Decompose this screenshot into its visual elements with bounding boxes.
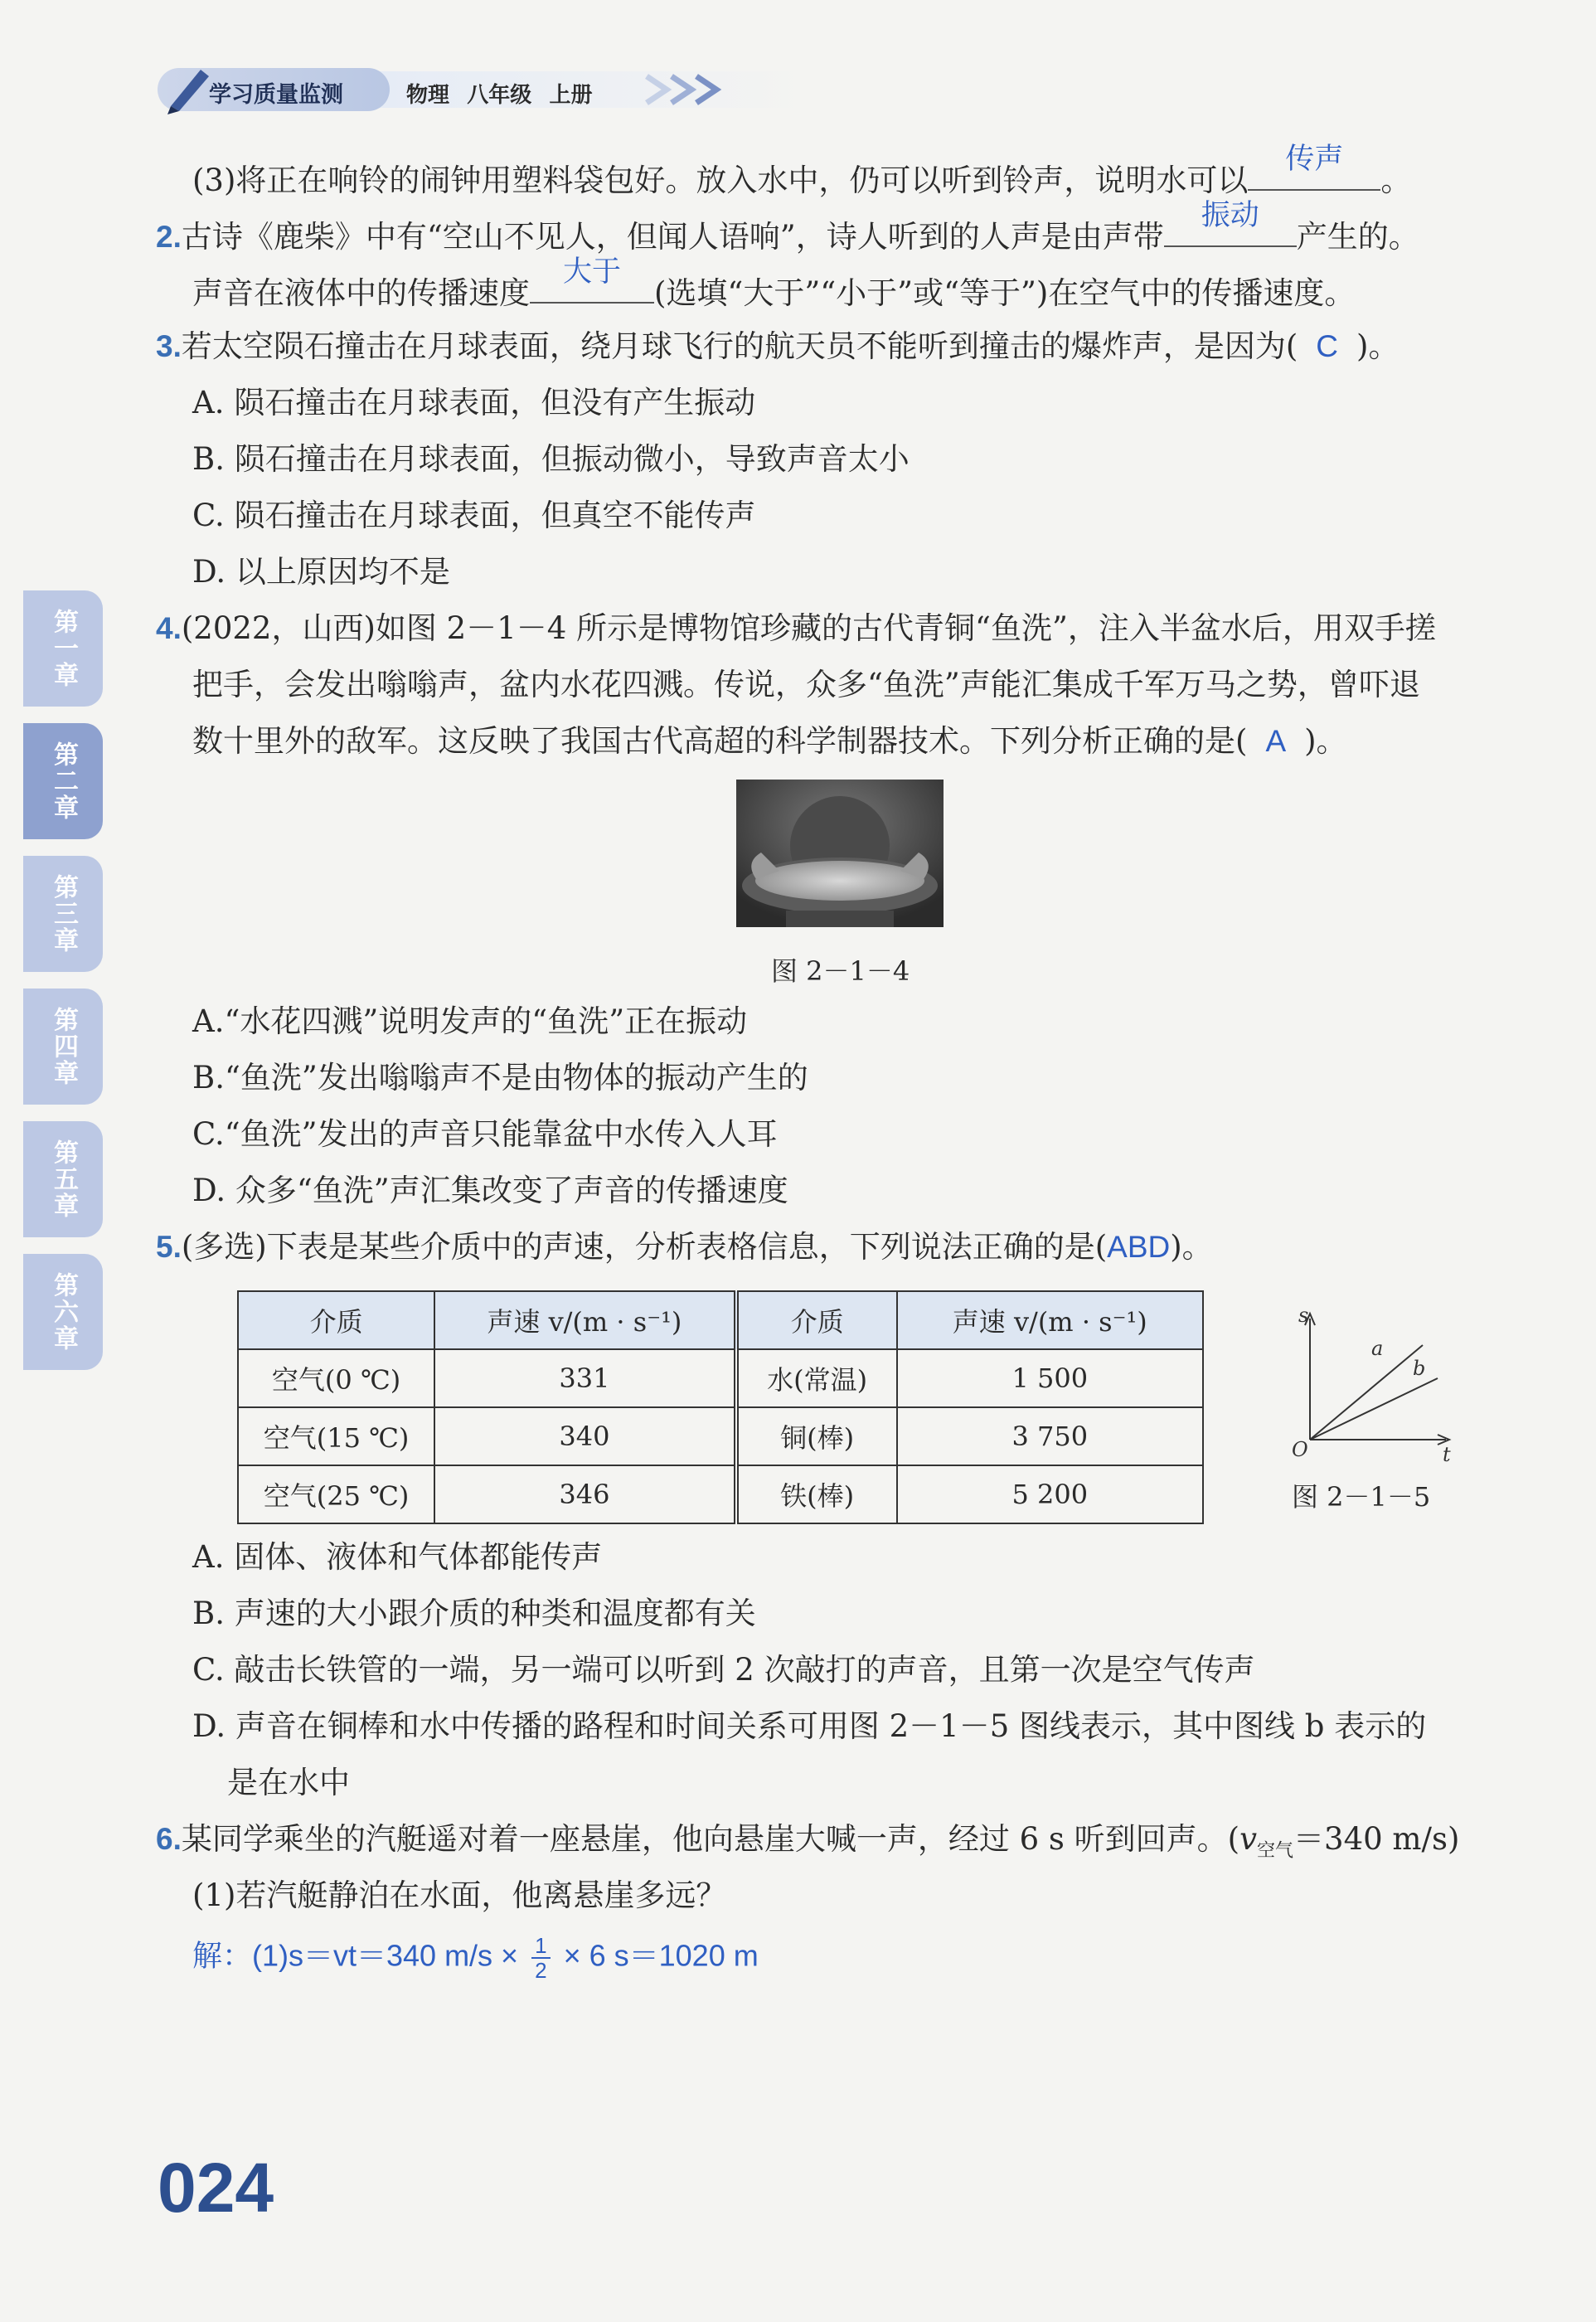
graph-line-a <box>1310 1345 1426 1440</box>
q6-stem: 6.某同学乘坐的汽艇遥对着一座悬崖，他向悬崖大喊一声，经过 6 s 听到回声。($v_{空气}=340$ m/s) <box>156 1821 1460 1862</box>
q2-number: 2. <box>156 220 182 254</box>
q4-answer: A <box>1265 724 1287 758</box>
origin-label: O <box>1292 1438 1308 1461</box>
page-number: 024 <box>158 2149 274 2227</box>
q4-line2: 把手，会发出嗡嗡声，盆内水花四溅。传说，众多“鱼洗”声能汇集成千军万马之势，曾吓退 <box>192 667 1420 702</box>
q2-line2: 声音在液体中的传播速度 大于 (选填“大于”“小于”或“等于”)在空气中的传播速度。 <box>192 269 1355 315</box>
q4-option-c: C.“鱼洗”发出的声音只能靠盆中水传入人耳 <box>192 1116 778 1152</box>
graph-line-b <box>1310 1378 1438 1440</box>
q3-number: 3. <box>156 329 182 363</box>
q3-option-d: D. 以上原因均不是 <box>192 554 450 590</box>
q2-answer2-blank <box>530 255 654 304</box>
table-row <box>238 1349 1203 1407</box>
table-header: 声速 v/(m · s⁻¹) <box>434 1291 736 1349</box>
subject-title: 物理 八年级 上册 <box>406 82 593 107</box>
table-cell: 331 <box>434 1349 736 1407</box>
tab-chapter-2[interactable]: 第二章 <box>23 723 103 839</box>
table-cell: 346 <box>434 1465 736 1523</box>
tab-chapter-4[interactable]: 第四章 <box>23 989 103 1105</box>
line-b-label: b <box>1413 1357 1426 1380</box>
q3-answer: C <box>1316 329 1339 363</box>
table-cell: 5 200 <box>897 1465 1203 1523</box>
q6-solution: 解：(1)s＝vt＝340 m/s × $\frac{1}{2}$ × 6 s＝1020 m <box>192 1933 759 1983</box>
q4-option-a: A.“水花四溅”说明发声的“鱼洗”正在振动 <box>192 1003 748 1039</box>
q4-line3: 数十里外的敌军。这反映了我国古代高超的科学制器技术。下列分析正确的是( A )。 <box>192 723 1347 759</box>
q1-answer: 传声 <box>1285 143 1344 175</box>
q2-answer1: 振动 <box>1201 199 1259 231</box>
table-cell: 空气(25 ℃) <box>238 1465 434 1523</box>
tab-chapter-6[interactable]: 第六章 <box>23 1254 103 1370</box>
q5-option-d-cont: 是在水中 <box>227 1765 350 1800</box>
q4-line1: 4.(2022，山西)如图 2－1－4 所示是博物馆珍藏的古代青铜“鱼洗”，注入半盆水后，用双手搓 <box>156 610 1436 646</box>
q5-option-d: D. 声音在铜棒和水中传播的路程和时间关系可用图 2－1－5 图线表示，其中图线 b 表示的 <box>192 1708 1427 1744</box>
table-cell: 空气(0 ℃) <box>238 1349 434 1407</box>
q4-number: 4. <box>156 611 182 645</box>
q3-option-a: A. 陨石撞击在月球表面，但没有产生振动 <box>192 385 756 420</box>
line-a-label: a <box>1371 1337 1384 1360</box>
table-cell: 3 750 <box>897 1407 1203 1465</box>
q4-option-b: B.“鱼洗”发出嗡嗡声不是由物体的振动产生的 <box>192 1060 808 1095</box>
y-axis-label: s <box>1298 1307 1309 1327</box>
q5-answer: ABD <box>1107 1230 1171 1264</box>
table-cell: 铜(棒) <box>736 1407 897 1465</box>
tab-chapter-3[interactable]: 第三章 <box>23 856 103 972</box>
x-axis-label: t <box>1443 1443 1451 1465</box>
table-cell: 340 <box>434 1407 736 1465</box>
q6-part1: (1)若汽艇静泊在水面，他离悬崖多远？ <box>192 1878 727 1913</box>
table-cell: 1 500 <box>897 1349 1203 1407</box>
table-header-row <box>238 1291 1203 1349</box>
q3-option-c: C. 陨石撞击在月球表面，但真空不能传声 <box>192 498 756 533</box>
q5-number: 5. <box>156 1230 182 1264</box>
q3-option-b: B. 陨石撞击在月球表面，但振动微小，导致声音太小 <box>192 441 910 477</box>
q2-answer1-blank <box>1164 199 1297 247</box>
fraction-one-half: $\frac{1}{2}$ <box>531 1934 550 1982</box>
tab-chapter-1[interactable]: 第一章 <box>23 590 103 707</box>
table-row <box>238 1407 1203 1465</box>
pen-icon <box>164 63 214 114</box>
table-header: 介质 <box>238 1291 434 1349</box>
series-title: 学习质量监测 <box>209 82 343 107</box>
q2-line1: 2.古诗《鹿柴》中有“空山不见人，但闻人语响”，诗人听到的人声是由声带 振动 产生的。 <box>156 212 1419 259</box>
q3-stem: 3.若太空陨石撞击在月球表面，绕月球飞行的航天员不能听到撞击的爆炸声，是因为( C )。 <box>156 328 1400 364</box>
table-cell: 铁(棒) <box>736 1465 897 1523</box>
q6-number: 6. <box>156 1822 182 1856</box>
q5-stem: 5.(多选)下表是某些介质中的声速，分析表格信息，下列说法正确的是(ABD)。 <box>156 1229 1213 1265</box>
page-header <box>158 68 738 111</box>
s-t-graph <box>1280 1307 1463 1465</box>
tab-chapter-5[interactable]: 第五章 <box>23 1121 103 1237</box>
q4-option-d: D. 众多“鱼洗”声汇集改变了声音的传播速度 <box>192 1173 788 1208</box>
table-cell: 空气(15 ℃) <box>238 1407 434 1465</box>
table-row <box>238 1465 1203 1523</box>
q5-option-c: C. 敲击长铁管的一端，另一端可以听到 2 次敲打的声音，且第一次是空气传声 <box>192 1652 1255 1688</box>
q5-option-a: A. 固体、液体和气体都能传声 <box>192 1539 603 1575</box>
q1-answer-blank <box>1248 143 1380 191</box>
table-header: 声速 v/(m · s⁻¹) <box>897 1291 1203 1349</box>
q1-part3: (3)将正在响铃的闹钟用塑料袋包好。放入水中，仍可以听到铃声，说明水可以 传声 。 <box>192 156 1411 202</box>
figure-2-1-4-caption: 图 2－1－4 <box>771 955 910 987</box>
figure-2-1-5-caption: 图 2－1－5 <box>1292 1481 1431 1513</box>
table-cell: 水(常温) <box>736 1349 897 1407</box>
q2-answer2: 大于 <box>562 255 621 288</box>
sound-speed-table <box>237 1290 1204 1524</box>
table-header: 介质 <box>736 1291 897 1349</box>
q5-option-b: B. 声速的大小跟介质的种类和温度都有关 <box>192 1596 756 1631</box>
fish-basin-photo <box>736 780 944 927</box>
chevrons-icon <box>638 73 738 106</box>
